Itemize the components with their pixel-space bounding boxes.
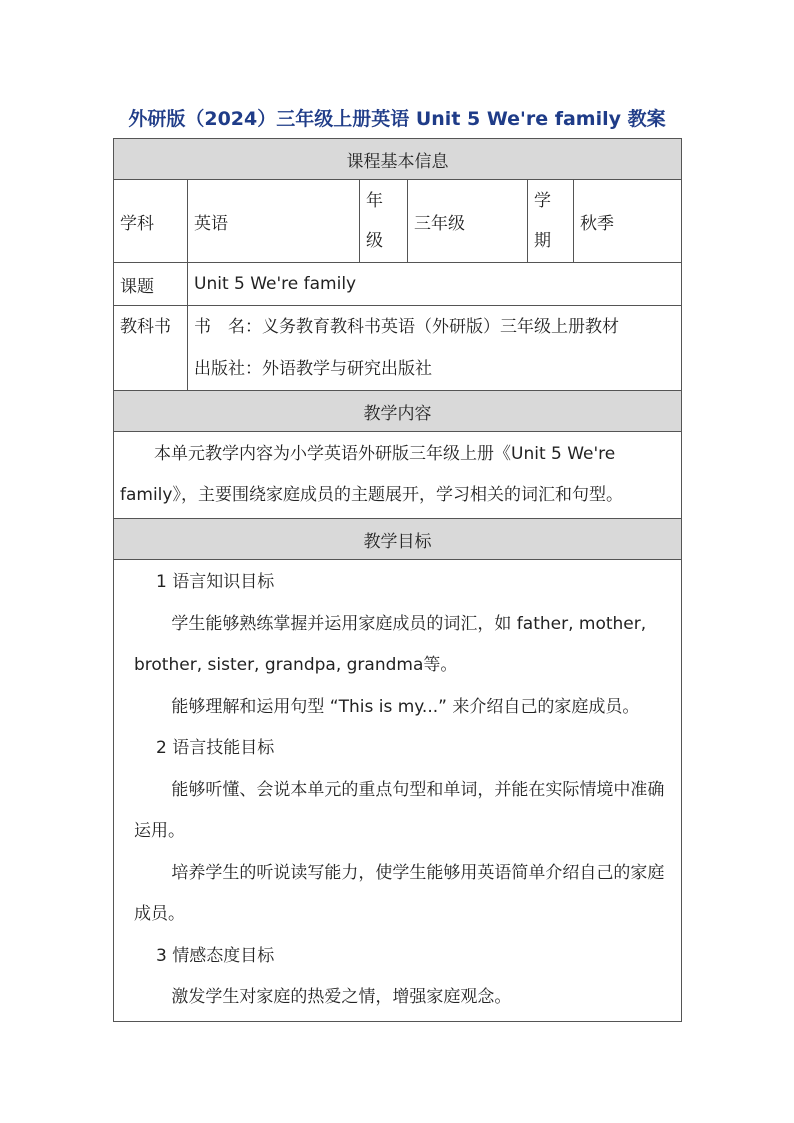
lesson-plan-table bbox=[113, 138, 682, 1022]
objective-paragraph: 能够理解和运用句型 “This is my...” 来介绍自己的家庭成员。 bbox=[171, 696, 640, 717]
objective-heading-language-knowledge: 1 语言知识目标 bbox=[156, 572, 275, 592]
grade-label-line1: 年 bbox=[366, 191, 383, 211]
objective-paragraph: 培养学生的听说读写能力，使学生能够用英语简单介绍自己的家庭成员。 bbox=[134, 862, 665, 924]
textbook-info bbox=[188, 306, 682, 391]
objective-paragraph: 学生能够熟练掌握并运用家庭成员的词汇，如 father, mother, brother, sister, grandpa, grandma等。 bbox=[134, 613, 647, 675]
term-label-line2: 期 bbox=[534, 231, 551, 251]
basic-info-header: 课程基本信息 bbox=[114, 139, 682, 180]
textbook-label: 教科书 bbox=[114, 306, 188, 391]
content-header: 教学内容 bbox=[114, 391, 682, 432]
content-text: 本单元教学内容为小学英语外研版三年级上册《Unit 5 We're family》，主要围绕家庭成员的主题展开，学习相关的词汇和句型。 bbox=[120, 444, 623, 505]
subject-label: 学科 bbox=[114, 180, 188, 263]
document-title: 外研版（2024）三年级上册英语 Unit 5 We're family 教案 bbox=[128, 108, 666, 130]
topic-label: 课题 bbox=[114, 263, 188, 306]
objective-heading-emotional-attitude: 3 情感态度目标 bbox=[156, 945, 275, 966]
objectives-header: 教学目标 bbox=[114, 519, 682, 560]
objective-paragraph: 激发学生对家庭的热爱之情，增强家庭观念。 bbox=[171, 987, 512, 1007]
content-body bbox=[114, 432, 682, 519]
term-label bbox=[528, 180, 574, 263]
textbook-name: 书 名：义务教育教科书英语（外研版）三年级上册教材 bbox=[194, 317, 619, 337]
grade-label bbox=[360, 180, 408, 263]
textbook-publisher: 出版社：外语教学与研究出版社 bbox=[194, 359, 432, 379]
term-value: 秋季 bbox=[574, 180, 682, 263]
subject-value: 英语 bbox=[188, 180, 360, 263]
grade-value: 三年级 bbox=[408, 180, 528, 263]
objective-paragraph: 能够听懂、会说本单元的重点句型和单词，并能在实际情境中准确运用。 bbox=[134, 779, 665, 841]
topic-value: Unit 5 We're family bbox=[188, 263, 682, 306]
objectives-body bbox=[114, 560, 682, 1022]
grade-label-line2: 级 bbox=[366, 231, 383, 251]
term-label-line1: 学 bbox=[534, 191, 551, 211]
objective-heading-language-skills: 2 语言技能目标 bbox=[156, 738, 275, 758]
